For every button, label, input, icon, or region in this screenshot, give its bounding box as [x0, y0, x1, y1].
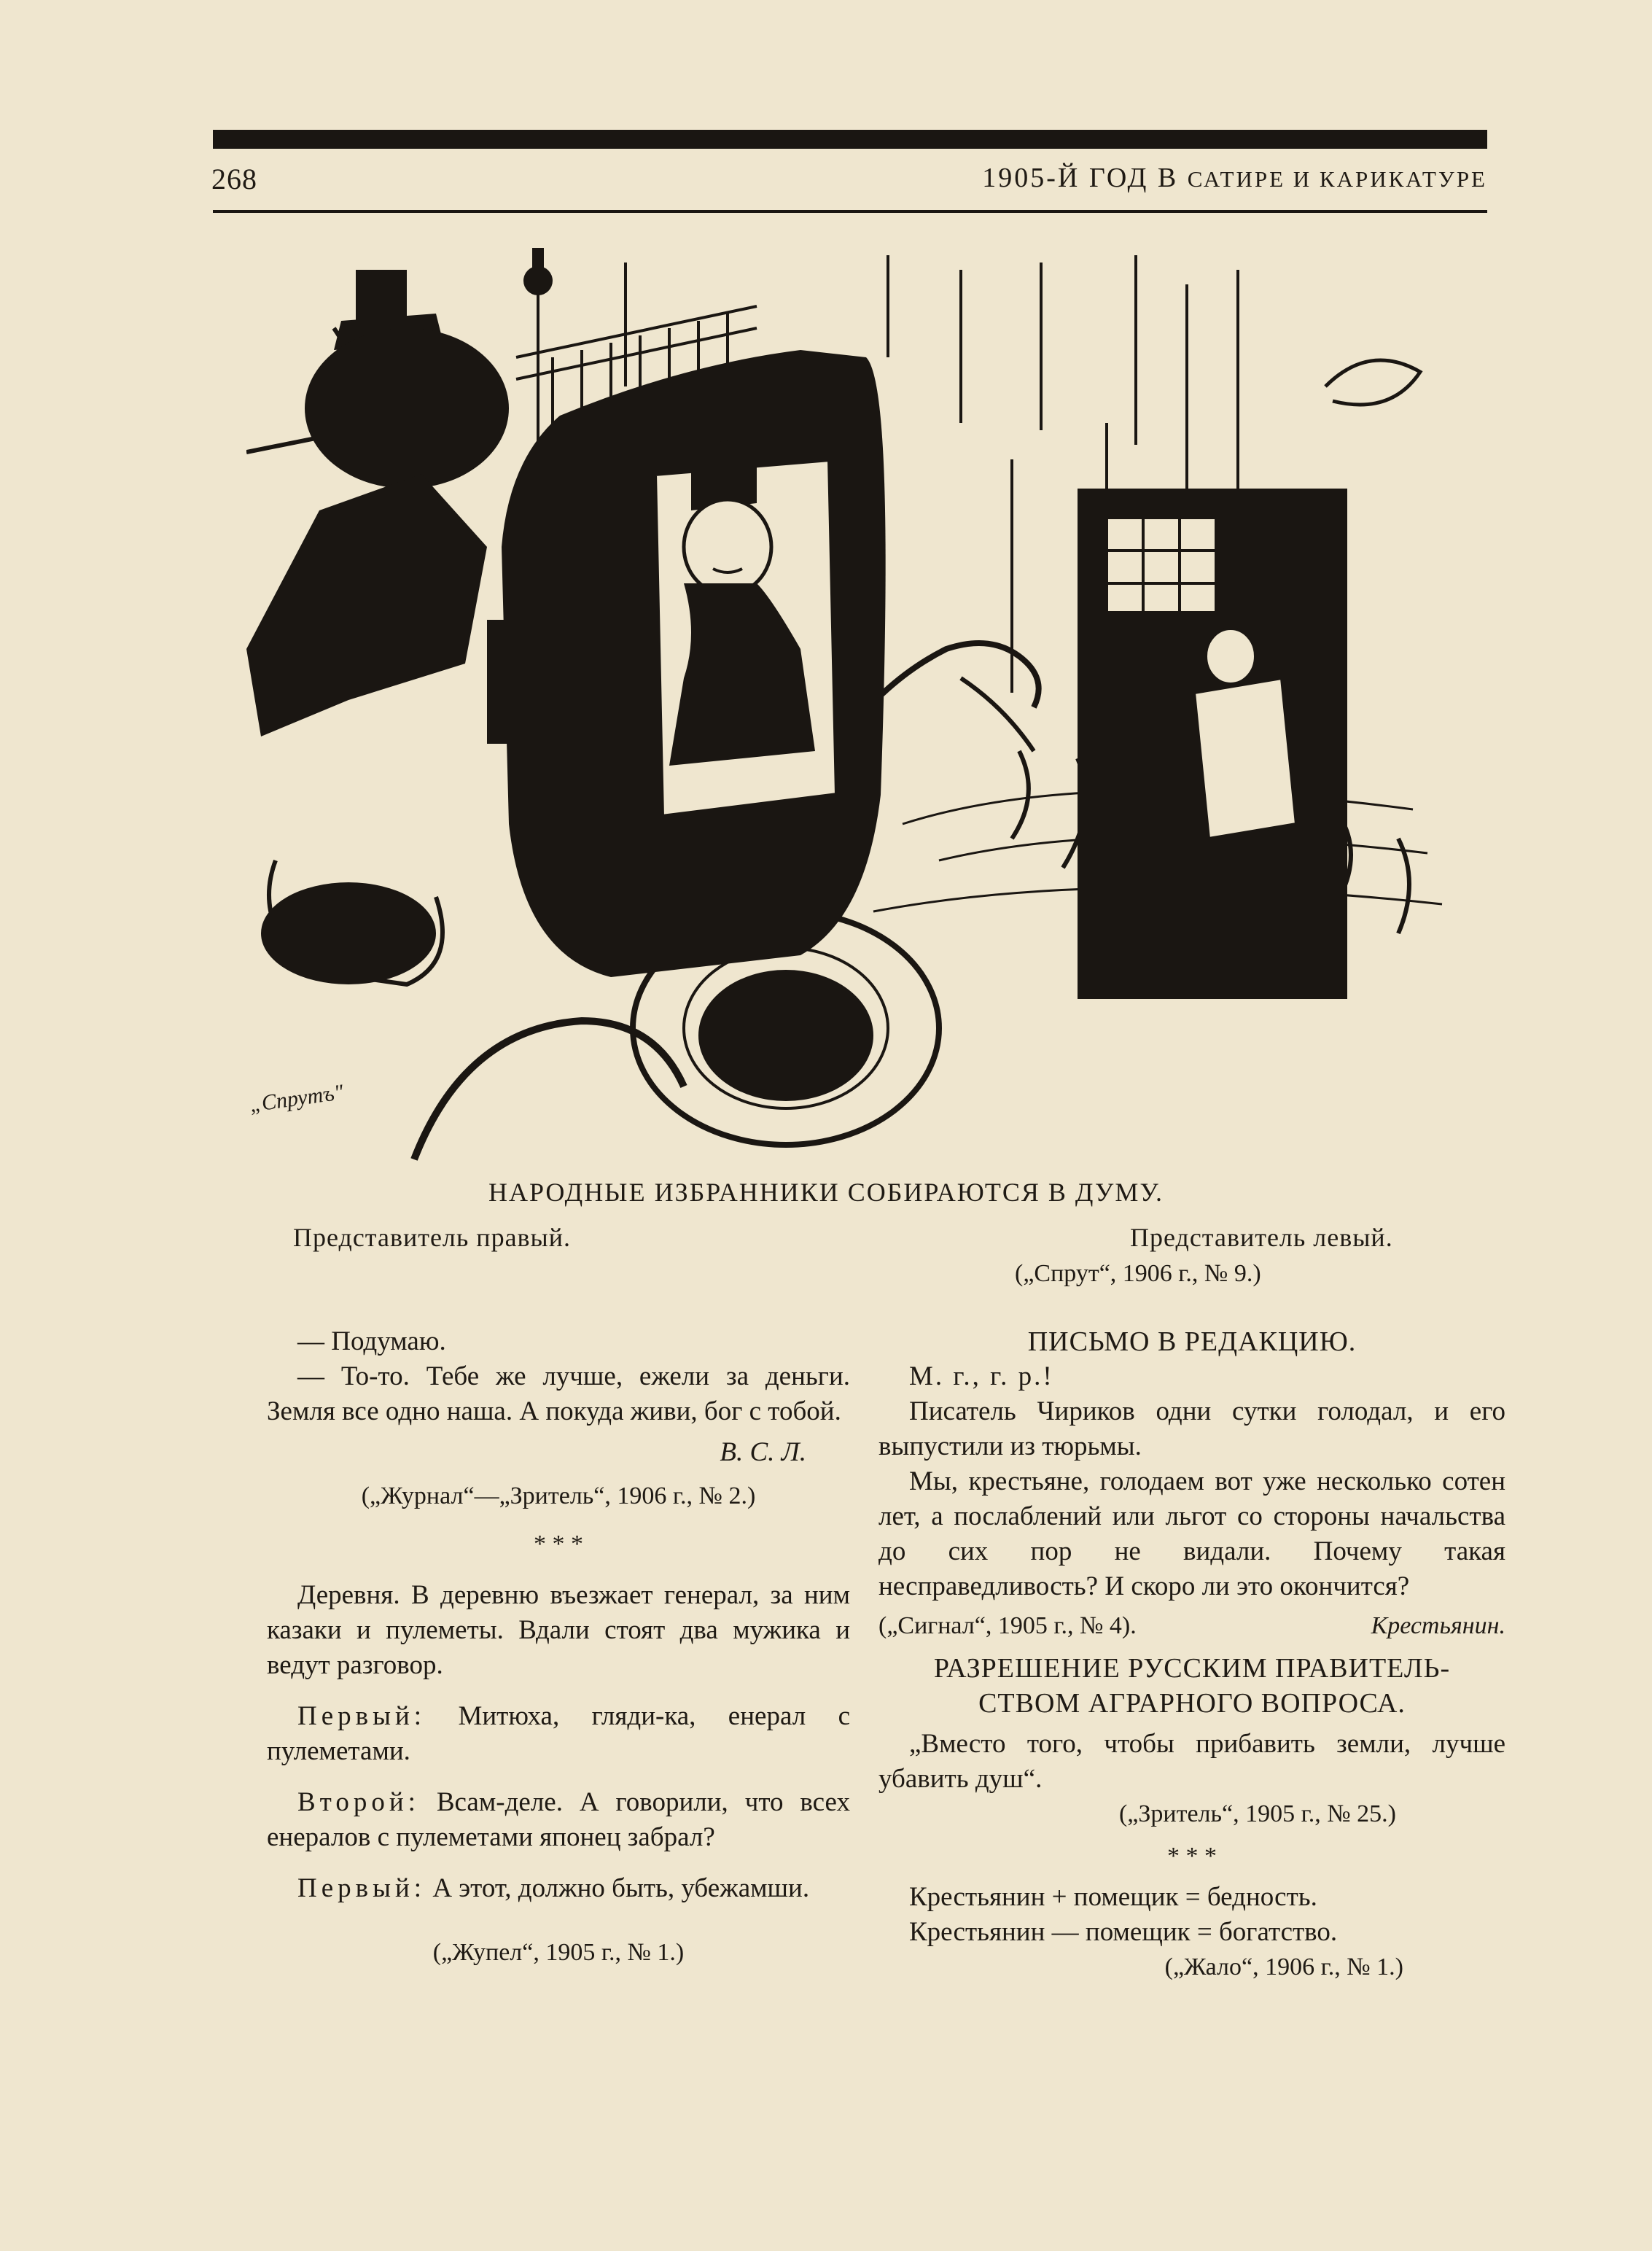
- section-heading-line: РАЗРЕШЕНИЕ РУССКИМ ПРАВИТЕЛЬ-: [933, 1653, 1451, 1684]
- running-title: [982, 162, 1487, 194]
- scene-description: Деревня. В деревню въезжает генерал, за ним казаки и пулеметы. Вдали стоят два мужика и ведут разговор.: [267, 1580, 850, 1680]
- dialog-line: [267, 1871, 850, 1906]
- caricature-drawing: [246, 241, 1457, 1181]
- top-decorative-bar: [213, 130, 1487, 149]
- right-column: [878, 1324, 1505, 1985]
- speech: Всам-деле. А говорили, что всех енералов с пулеметами японец забрал?: [267, 1787, 850, 1852]
- source-citation: („Сигнал“, 1905 г., № 4).: [878, 1612, 1137, 1639]
- caption-source: („Спрут“, 1906 г., № 9.): [1015, 1260, 1261, 1287]
- dialog-line: [267, 1699, 850, 1769]
- formula-line: Крестьянин — помещик = богатство.: [909, 1917, 1338, 1947]
- speech: Митюха, гляди-ка, енерал с пулеметами.: [267, 1701, 850, 1766]
- formula-line: Крестьянин + помещик = бедность.: [909, 1882, 1317, 1912]
- dialog-line: — Подумаю.: [297, 1326, 446, 1356]
- speaker: Первый:: [297, 1873, 426, 1903]
- quote: „Вместо того, чтобы прибавить земли, лучше убавить душ“.: [878, 1729, 1505, 1794]
- illustration-caption: НАРОДНЫЕ ИЗБРАННИКИ СОБИРАЮТСЯ В ДУМУ.: [488, 1178, 1164, 1207]
- caption-right-label: Представитель левый.: [1130, 1223, 1393, 1252]
- source-citation: („Жало“, 1906 г., № 1.): [1164, 1953, 1403, 1980]
- artist-signature: „Спрутъ": [248, 1080, 346, 1117]
- left-column: [267, 1324, 850, 1970]
- caricature-illustration: [246, 241, 1457, 1181]
- section-heading-line: СТВОМ АГРАРНОГО ВОПРОСА.: [978, 1688, 1406, 1719]
- letter-paragraph: Писатель Чириков одни сутки голодал, и его выпустили из тюрьмы.: [878, 1396, 1505, 1461]
- page-number: 268: [211, 163, 257, 195]
- speaker: Второй:: [297, 1787, 420, 1817]
- speaker: Первый:: [297, 1701, 426, 1731]
- source-citation: („Журнал“—„Зритель“, 1906 г., № 2.): [361, 1482, 756, 1509]
- letter-salutation: М. г., г. р.!: [909, 1361, 1054, 1391]
- section-separator: * * *: [1167, 1843, 1217, 1870]
- section-separator: * * *: [534, 1531, 583, 1558]
- dialog-line: [267, 1785, 850, 1855]
- letter-heading: ПИСЬМО В РЕДАКЦИЮ.: [1027, 1326, 1357, 1357]
- source-citation: („Жупел“, 1905 г., № 1.): [432, 1939, 685, 1966]
- source-citation: („Зритель“, 1905 г., № 25.): [1118, 1800, 1396, 1827]
- author-initials: В. С. Л.: [720, 1437, 806, 1467]
- running-title-part-b: САТИРЕ И КАРИКАТУРЕ: [1187, 166, 1487, 192]
- running-title-part-a: 1905-Й ГОД В: [982, 163, 1188, 193]
- speech: А этот, должно быть, убежамши.: [426, 1873, 810, 1903]
- letter-paragraph: Мы, крестьяне, голодаем вот уже несколько сотен лет, а послаблений или льгот со стороны начальства до сих пор не видали. Почему такая несправедливость? И скоро ли это окончится?: [878, 1466, 1505, 1601]
- header-rule: [213, 210, 1487, 213]
- letter-footer: [878, 1609, 1505, 1644]
- dialog-line: — То-то. Тебе же лучше, ежели за деньги. Земля все одно наша. А покуда живи, бог с тобой.: [267, 1361, 850, 1426]
- letter-signature: Крестьянин.: [1371, 1612, 1505, 1639]
- caption-left-label: Представитель правый.: [293, 1223, 571, 1252]
